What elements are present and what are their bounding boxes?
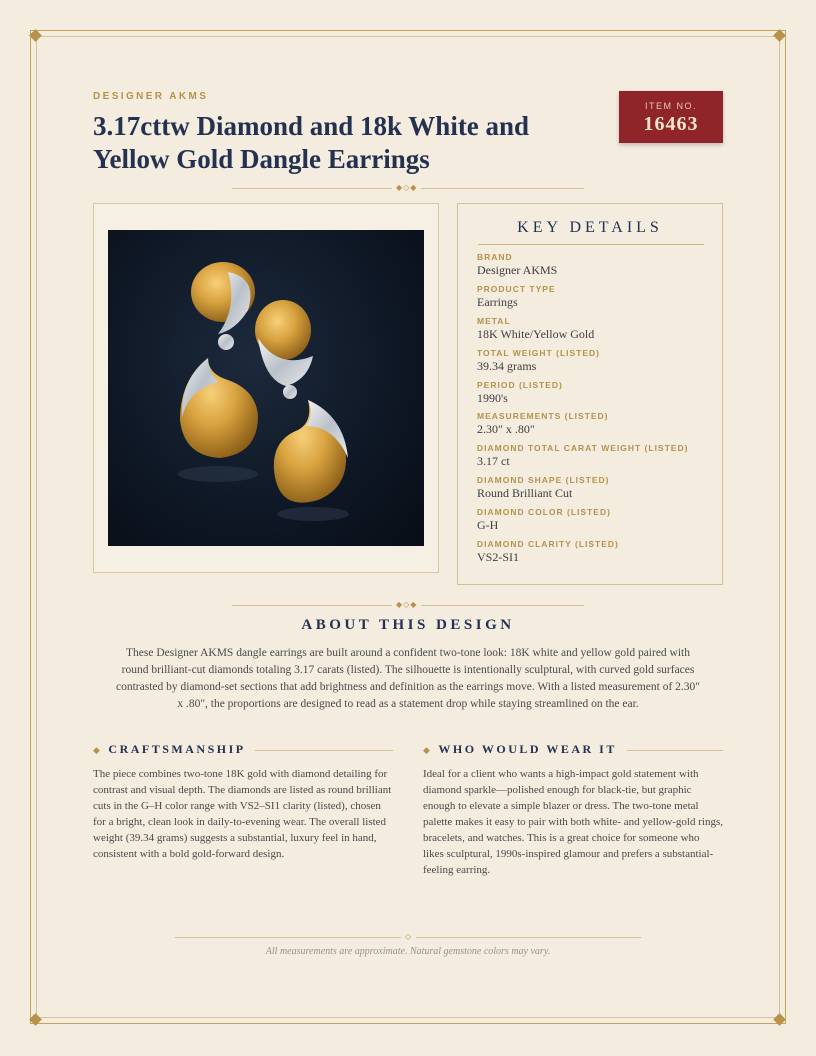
item-number-label: ITEM NO. <box>645 101 697 111</box>
diamond-ornament-icon: ◆◇◆ <box>392 183 421 193</box>
product-photo <box>108 230 424 546</box>
about-body: These Designer AKMS dangle earrings are built around a confident two-tone look: 18K white and yellow gold paired with round brilliant-cut diamonds totaling 3.17 carats (listed). The silhouette is intentionally sculptural, with curved gold surfaces contrasted by diamond-set sections that add brightness and definition as the earrings move. With a listed measurement of 2.30" x .80", the proportions are designed to read as a statement drop while staying streamlined on the ear. <box>116 647 700 710</box>
detail-value: 3.17 ct <box>477 454 510 469</box>
detail-label: PRODUCT TYPE <box>477 283 556 294</box>
detail-value: Earrings <box>477 294 518 309</box>
diamond-bullet-icon: ◆ <box>423 745 433 755</box>
detail-label: METAL <box>477 315 511 326</box>
detail-row-total-weight <box>477 348 707 380</box>
craftsmanship-heading-wrap <box>93 742 246 757</box>
item-number-badge <box>619 91 723 143</box>
detail-row-period <box>477 380 707 412</box>
detail-row-brand <box>477 252 707 284</box>
craftsmanship-body: The piece combines two-tone 18K gold with diamond detailing for contrast and visual depth. The diamonds are listed as round brilliant cuts in the G–H color range with VS2–SI1 clarity (listed), chosen for a bright, clean look in daily-to-evening wear. The overall listed weight (39.34 grams) suggests a substantial, luxury feel in hand, consistent with a bold gold-forward design. <box>93 768 392 860</box>
footer-note: All measurements are approximate. Natural gemstone colors may vary. <box>265 946 551 957</box>
detail-row-diamond-shape <box>477 475 707 507</box>
detail-row-diamond-color <box>477 507 707 539</box>
detail-row-product-type <box>477 284 707 316</box>
item-number: 16463 <box>643 113 699 135</box>
detail-row-diamond-clarity <box>477 539 707 571</box>
page-title: 3.17cttw Diamond and 18k White and Yellow Gold Dangle Earrings <box>93 111 530 174</box>
detail-value: 39.34 grams <box>477 358 537 373</box>
who-wears-heading: WHO WOULD WEAR IT <box>438 742 617 756</box>
diamond-ornament-icon: ◆◇◆ <box>392 600 421 610</box>
craftsmanship-heading: CRAFTSMANSHIP <box>108 742 246 756</box>
detail-value: 2.30" x .80" <box>477 422 535 437</box>
key-details-list <box>477 252 707 571</box>
detail-value: Designer AKMS <box>477 263 558 277</box>
who-wears-rule <box>627 750 723 751</box>
detail-row-carat-weight <box>477 443 707 475</box>
detail-label: BRAND <box>477 252 513 262</box>
detail-label: TOTAL WEIGHT (LISTED) <box>477 347 600 358</box>
diamond-ornament-icon: ◇ <box>401 932 416 942</box>
detail-label: MEASUREMENTS (LISTED) <box>477 411 609 422</box>
who-wears-body: Ideal for a client who wants a high-impact gold statement with diamond sparkle—polished enough for black-tie, but graphic enough to elevate a simple blazer or dress. The two-tone metal palette makes it easy to pair with both white- and yellow-gold rings, bracelets, and watches. This is a great choice for someone who likes sculptural, 1990s-inspired glamour and prefers a substantial-feeling earring. <box>423 768 723 876</box>
detail-value: 18K White/Yellow Gold <box>477 326 595 341</box>
who-wears-heading-wrap <box>423 742 617 757</box>
detail-value: VS2-SI1 <box>477 550 520 565</box>
detail-row-metal <box>477 316 707 348</box>
detail-label: PERIOD (LISTED) <box>477 379 563 390</box>
detail-row-measurements <box>477 411 707 443</box>
detail-value: 1990's <box>477 390 508 405</box>
key-details-panel <box>457 203 723 585</box>
key-details-heading: KEY DETAILS <box>517 219 663 236</box>
detail-value: Round Brilliant Cut <box>477 486 573 501</box>
detail-label: DIAMOND CLARITY (LISTED) <box>477 539 619 550</box>
about-heading: ABOUT THIS DESIGN <box>301 617 515 633</box>
detail-label: DIAMOND SHAPE (LISTED) <box>477 475 610 486</box>
detail-label: DIAMOND COLOR (LISTED) <box>477 507 611 518</box>
craftsmanship-rule <box>255 750 393 751</box>
detail-value: G-H <box>477 518 499 533</box>
diamond-bullet-icon: ◆ <box>93 745 103 755</box>
detail-label: DIAMOND TOTAL CARAT WEIGHT (LISTED) <box>477 443 689 454</box>
brand-eyebrow: DESIGNER AKMS <box>93 91 209 102</box>
key-details-rule <box>478 244 704 245</box>
earrings-image <box>108 230 424 546</box>
